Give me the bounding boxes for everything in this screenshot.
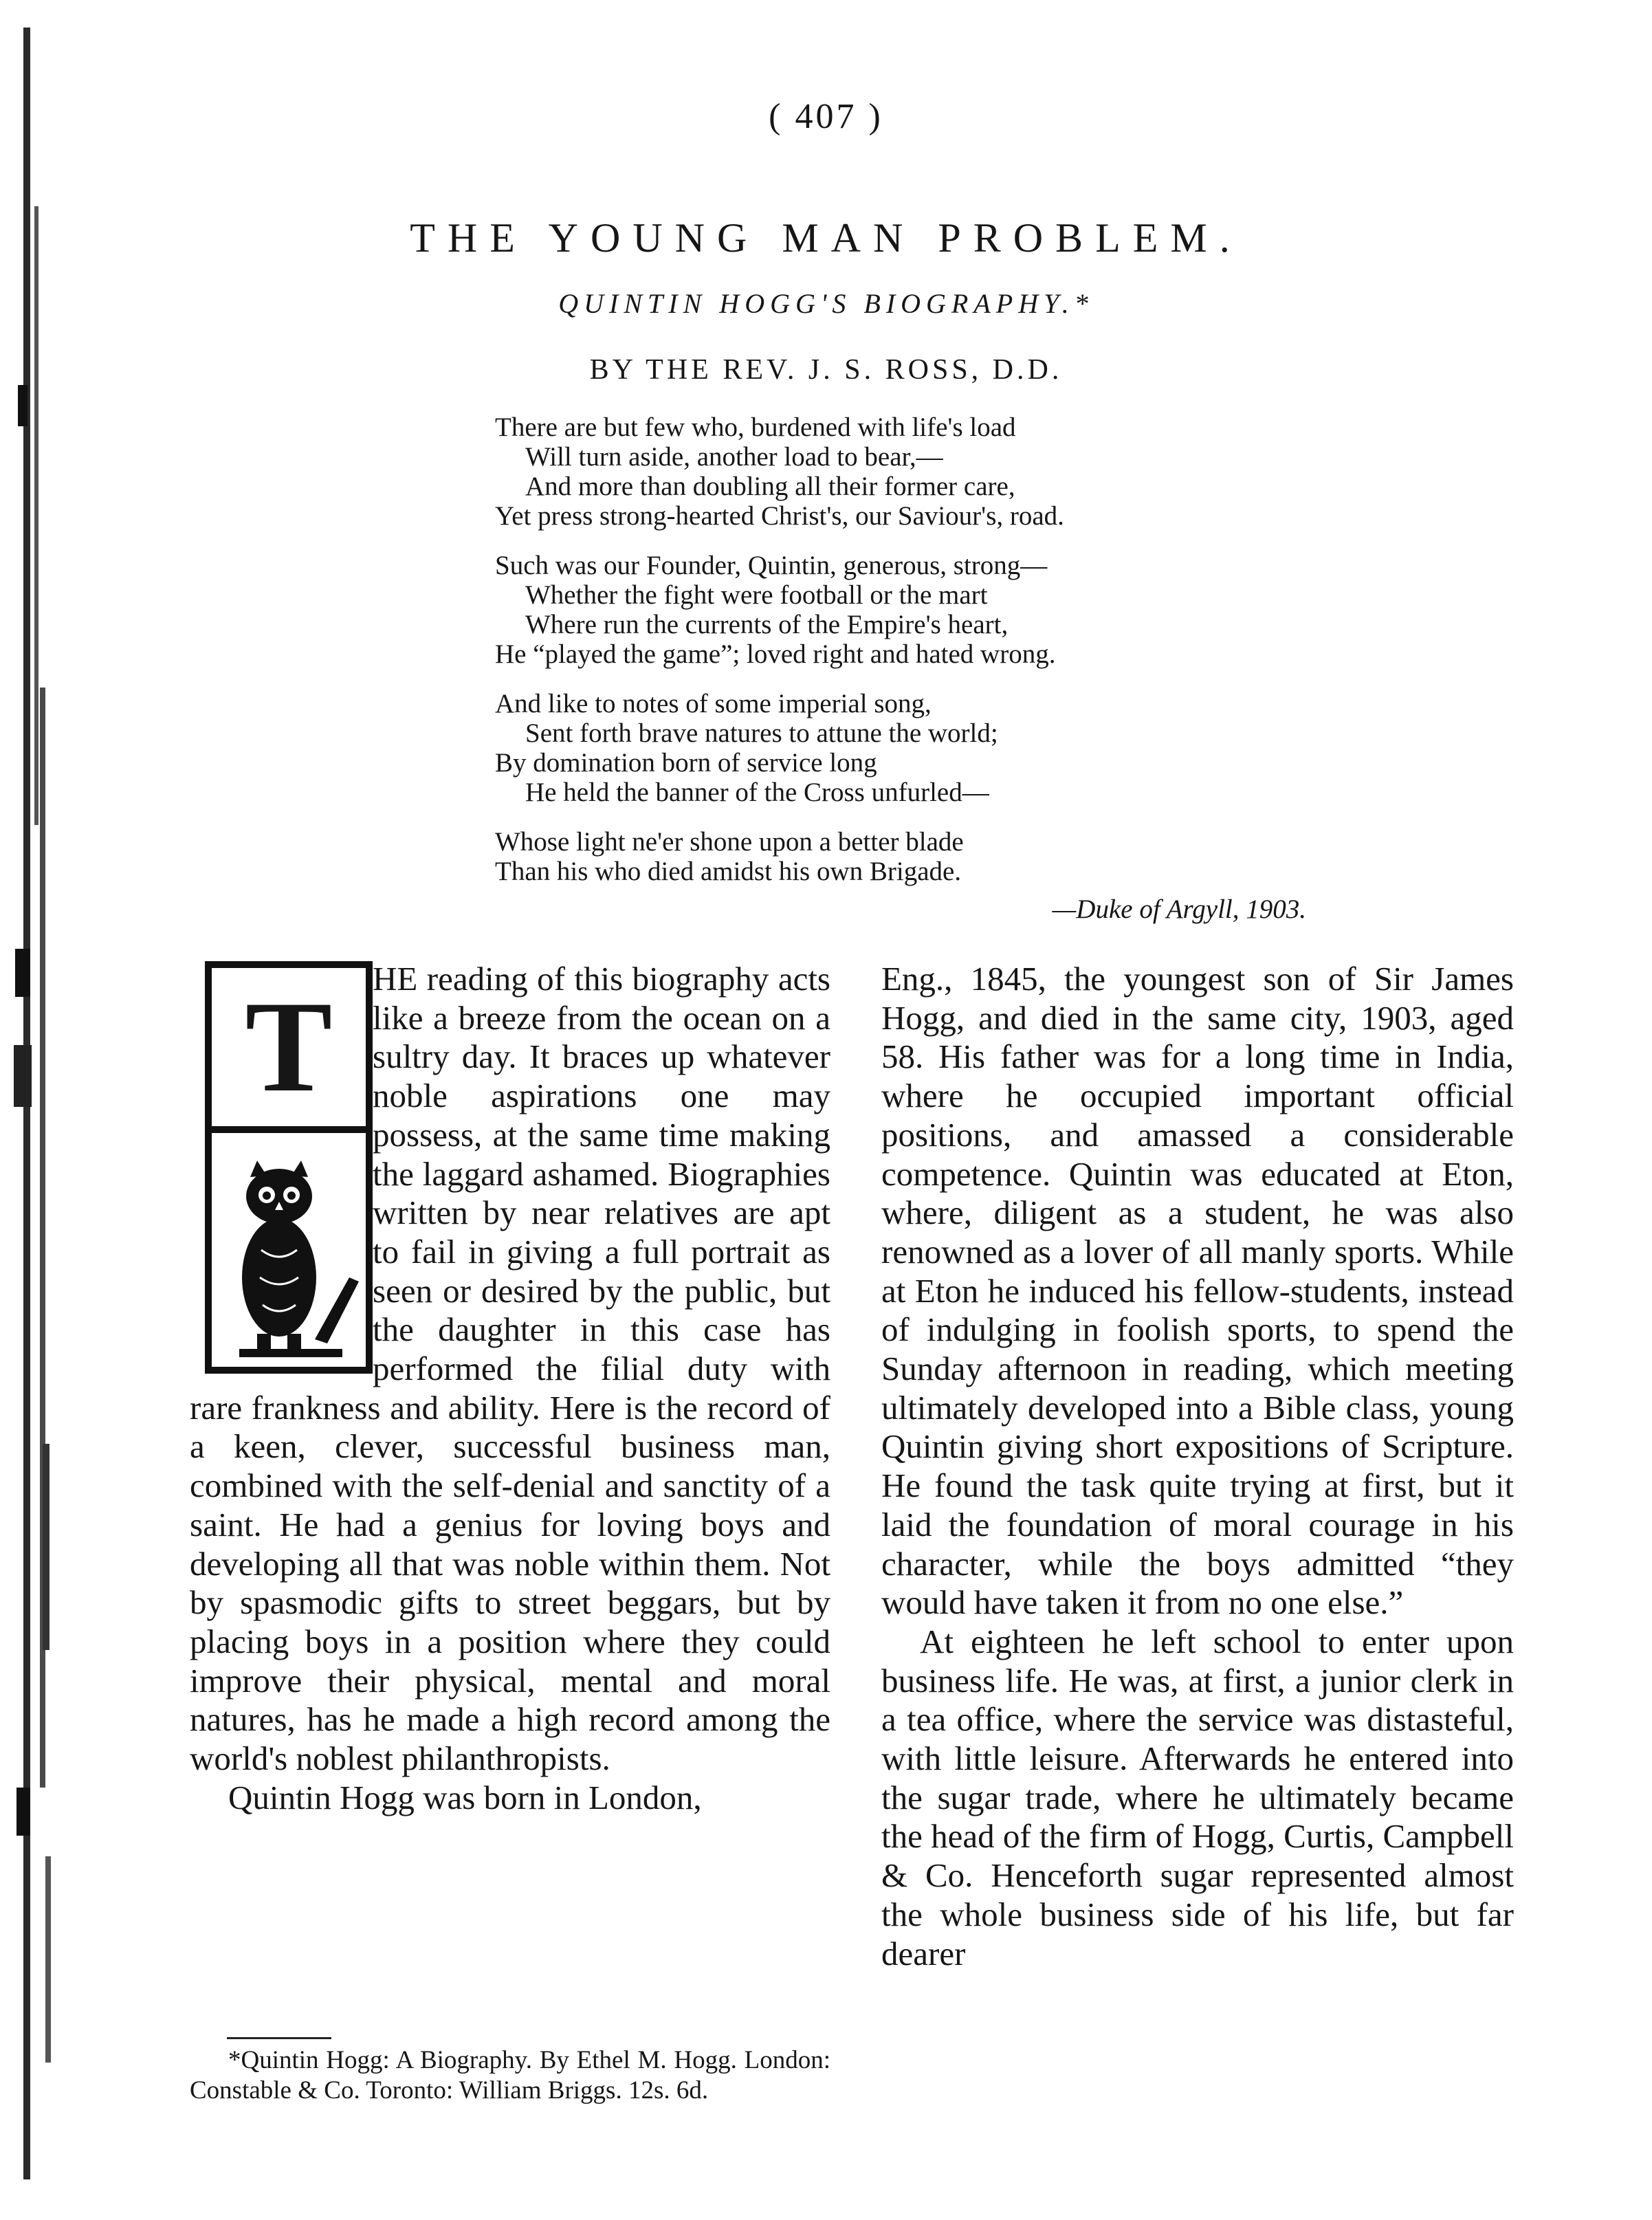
poem-stanza — [495, 551, 1306, 669]
page-number: ( 407 ) — [769, 97, 883, 136]
article-subtitle: QUINTIN HOGG'S BIOGRAPHY.* — [558, 288, 1094, 319]
body-paragraph: At eighteen he left school to enter upon business life. He was, at first, a junior clerk in a tea office, where the service was distasteful, with little leisure. Afterwards he entered into the sugar trade, where he ultimately became the head of the firm of Hogg, Curtis, Campbell & Co. Henceforth sugar represented almost the whole business side of his life, but far dearer — [881, 1622, 1514, 1972]
poem-line: He held the banner of the Cross unfurled— — [525, 778, 989, 807]
poem-attribution: —Duke of Argyll, 1903. — [1052, 894, 1306, 924]
owl-illustration-icon — [212, 1133, 366, 1367]
poem-line: Will turn aside, another load to bear,— — [525, 442, 943, 472]
poem-stanza — [495, 827, 1306, 886]
epigraph-poem — [495, 413, 1306, 906]
poem-line: He “played the game”; loved right and hated wrong. — [495, 639, 1056, 669]
poem-line: Whether the fight were football or the mart — [525, 580, 988, 610]
body-paragraph: Eng., 1845, the youngest son of Sir James Hogg, and died in the same city, 1903, aged 58. His father was for a long time in India, where he occupied important official positions, and amassed a considerable competence. Quintin was educated at Eton, where, diligent as a student, he was also renowned as a lover of all manly sports. While at Eton he induced his fellow-students, instead of indulging in foolish sports, to spend the Sunday afternoon in reading, which meeting ultimately developed into a Bible class, young Quintin giving short expositions of Scripture. He found the task quite trying at first, but it laid the foundation of moral courage in his character, while the boys admitted “they would have taken it from no one else.” — [881, 960, 1514, 1622]
drop-cap-letter: T — [212, 968, 366, 1133]
poem-line: There are but few who, burdened with life's load — [495, 413, 1016, 442]
footnote — [190, 2036, 830, 2106]
poem-line: Whose light ne'er shone upon a better blade — [495, 827, 964, 857]
binding-edge-scan — [0, 0, 66, 2220]
body-paragraph: HE reading of this biography acts like a breeze from the ocean on a sultry day. It braces up whatever noble aspirations one may possess, at the same time making the laggard ashamed. Biographies written by near relatives are apt to fail in giving a full portrait as seen or desired by the public, but the daughter in this case has performed the filial duty with rare frankness and ability. Here is the record of a keen, clever, successful business man, combined with the self-denial and sanctity of a saint. He had a genius for loving boys and developing all that was noble within them. Not by spasmodic gifts to street beggars, but by placing boys in a position where they could improve their physical, mental and moral natures, has he made a high record among the world's noblest philanthropists. — [190, 960, 830, 1778]
poem-line: Such was our Founder, Quintin, generous, strong— — [495, 551, 1048, 580]
poem-line: And more than doubling all their former care, — [525, 472, 1015, 501]
poem-stanza — [495, 413, 1306, 531]
body-paragraph: Quintin Hogg was born in London, — [228, 1778, 702, 1816]
poem-line: Where run the currents of the Empire's heart, — [525, 610, 1009, 639]
poem-stanza — [495, 689, 1306, 807]
drop-cap-ornament — [205, 961, 373, 1374]
poem-line: And like to notes of some imperial song, — [495, 689, 932, 718]
poem-line: By domination born of service long — [495, 748, 877, 778]
poem-line: Than his who died amidst his own Brigade. — [495, 857, 962, 886]
article-title: THE YOUNG MAN PROBLEM. — [410, 215, 1242, 261]
author-byline: BY THE REV. J. S. ROSS, D.D. — [589, 354, 1063, 386]
poem-line: Yet press strong-hearted Christ's, our Saviour's, road. — [495, 501, 1064, 531]
poem-line: Sent forth brave natures to attune the world; — [525, 718, 998, 748]
footnote-text: *Quintin Hogg: A Biography. By Ethel M. Hogg. London: Constable & Co. Toronto: William Briggs. 12s. 6d. — [190, 2046, 830, 2104]
right-column — [881, 960, 1514, 1973]
